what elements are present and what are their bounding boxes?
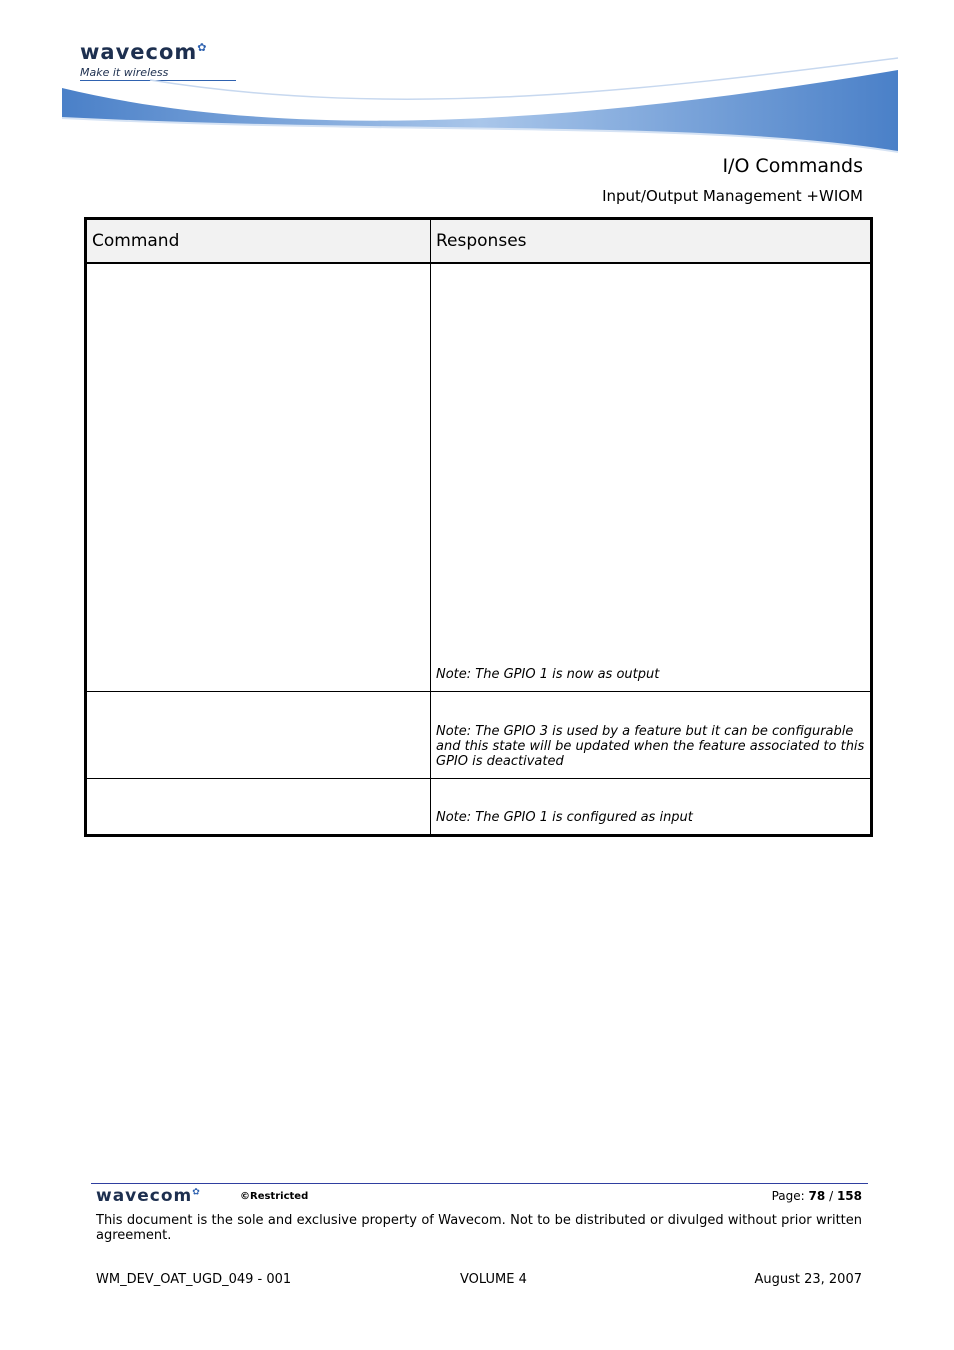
command-table — [84, 217, 873, 837]
command-cell — [86, 263, 431, 691]
volume-label: VOLUME 4 — [460, 1272, 527, 1287]
document-reference: WM_DEV_OAT_UGD_049 - 001 — [96, 1272, 292, 1287]
restricted-label: ©Restricted — [240, 1191, 309, 1202]
command-cell — [86, 778, 431, 835]
footer-logo — [96, 1186, 201, 1206]
response-note: Note: The GPIO 1 is configured as input — [431, 778, 872, 835]
command-cell — [86, 691, 431, 778]
sub-title: Input/Output Management +WIOM — [602, 187, 863, 205]
response-note: Note: The GPIO 3 is used by a feature but it can be configurable and this state will be updated when the feature associated to this GPIO is deactivated — [431, 691, 872, 778]
logo-tagline: Make it wireless — [80, 66, 169, 79]
column-header-command: Command — [86, 219, 431, 264]
logo-swirl-icon: ✿ — [197, 41, 208, 54]
table-row — [86, 691, 872, 778]
header-swoosh-graphic — [0, 50, 954, 160]
section-title: I/O Commands — [722, 155, 863, 177]
table-row — [86, 778, 872, 835]
page-separator: / — [829, 1189, 834, 1203]
page-current: 78 — [808, 1189, 826, 1203]
page-label: Page: — [771, 1189, 805, 1203]
legal-notice: This document is the sole and exclusive property of Wavecom. Not to be distributed or divulged without prior written agreement. — [96, 1213, 862, 1243]
document-date: August 23, 2007 — [754, 1272, 862, 1287]
column-header-responses: Responses — [431, 219, 872, 264]
table-row — [86, 263, 872, 691]
response-note: Note: The GPIO 1 is now as output — [431, 263, 872, 691]
footer-brand-text: wavecom — [96, 1186, 193, 1206]
page-total: 158 — [836, 1189, 862, 1203]
footer-swirl-icon: ✿ — [192, 1187, 201, 1198]
table-header-row — [86, 219, 872, 264]
page-number — [772, 1189, 862, 1203]
logo-brand-text: wavecom — [80, 40, 198, 64]
footer-divider — [91, 1183, 868, 1184]
